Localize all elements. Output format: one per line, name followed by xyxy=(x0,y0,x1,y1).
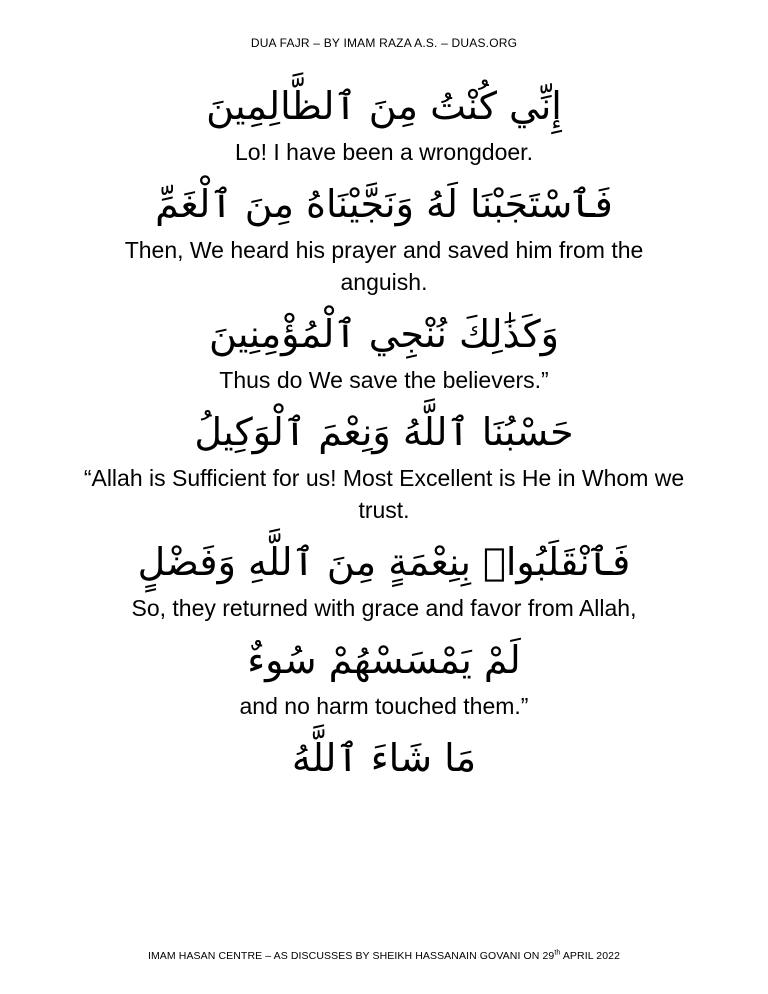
verse-4-english: “Allah is Sufficient for us! Most Excellent is He in Whom we trust. xyxy=(83,465,685,523)
verse-1-arabic: إِنِّي كُنْتُ مِنَ ٱلظَّالِمِينَ xyxy=(206,84,562,128)
page-header: DUA FAJR – BY IMAM RAZA A.S. – DUAS.ORG xyxy=(250,36,518,50)
page-footer xyxy=(0,950,768,962)
verses-content xyxy=(60,78,708,786)
footer-superscript: th xyxy=(554,949,561,957)
verse-4-arabic: حَسْبُنَا ٱللَّهُ وَنِعْمَ ٱلْوَكِيلُ xyxy=(194,410,574,454)
footer-text-before: IMAM HASAN CENTRE – AS DISCUSSES BY SHEIKH HASSANAIN GOVANI ON 29 xyxy=(147,950,555,962)
verse-6-english: and no harm touched them.” xyxy=(239,693,529,719)
verse-5-arabic: فَٱنْقَلَبُوا۟ بِنِعْمَةٍ مِنَ ٱللَّهِ وَفَضْلٍ xyxy=(137,540,631,584)
verse-3-english: Thus do We save the believers.” xyxy=(219,367,549,393)
verse-2-english: Then, We heard his prayer and saved him from the anguish. xyxy=(124,237,644,295)
verse-2-arabic: فَٱسْتَجَبْنَا لَهُ وَنَجَّيْنَاهُ مِنَ ٱلْغَمِّ xyxy=(155,182,613,226)
verse-3-arabic: وَكَذَٰلِكَ نُنْجِي ٱلْمُؤْمِنِينَ xyxy=(208,312,560,356)
footer-text-after: APRIL 2022 xyxy=(560,950,621,962)
verse-6-arabic: لَمْ يَمْسَسْهُمْ سُوءٌ xyxy=(247,638,521,682)
verse-7-arabic: مَا شَاءَ ٱللَّهُ xyxy=(291,736,477,780)
verse-5-english: So, they returned with grace and favor from Allah, xyxy=(131,595,637,621)
verse-1-english: Lo! I have been a wrongdoer. xyxy=(235,139,533,165)
